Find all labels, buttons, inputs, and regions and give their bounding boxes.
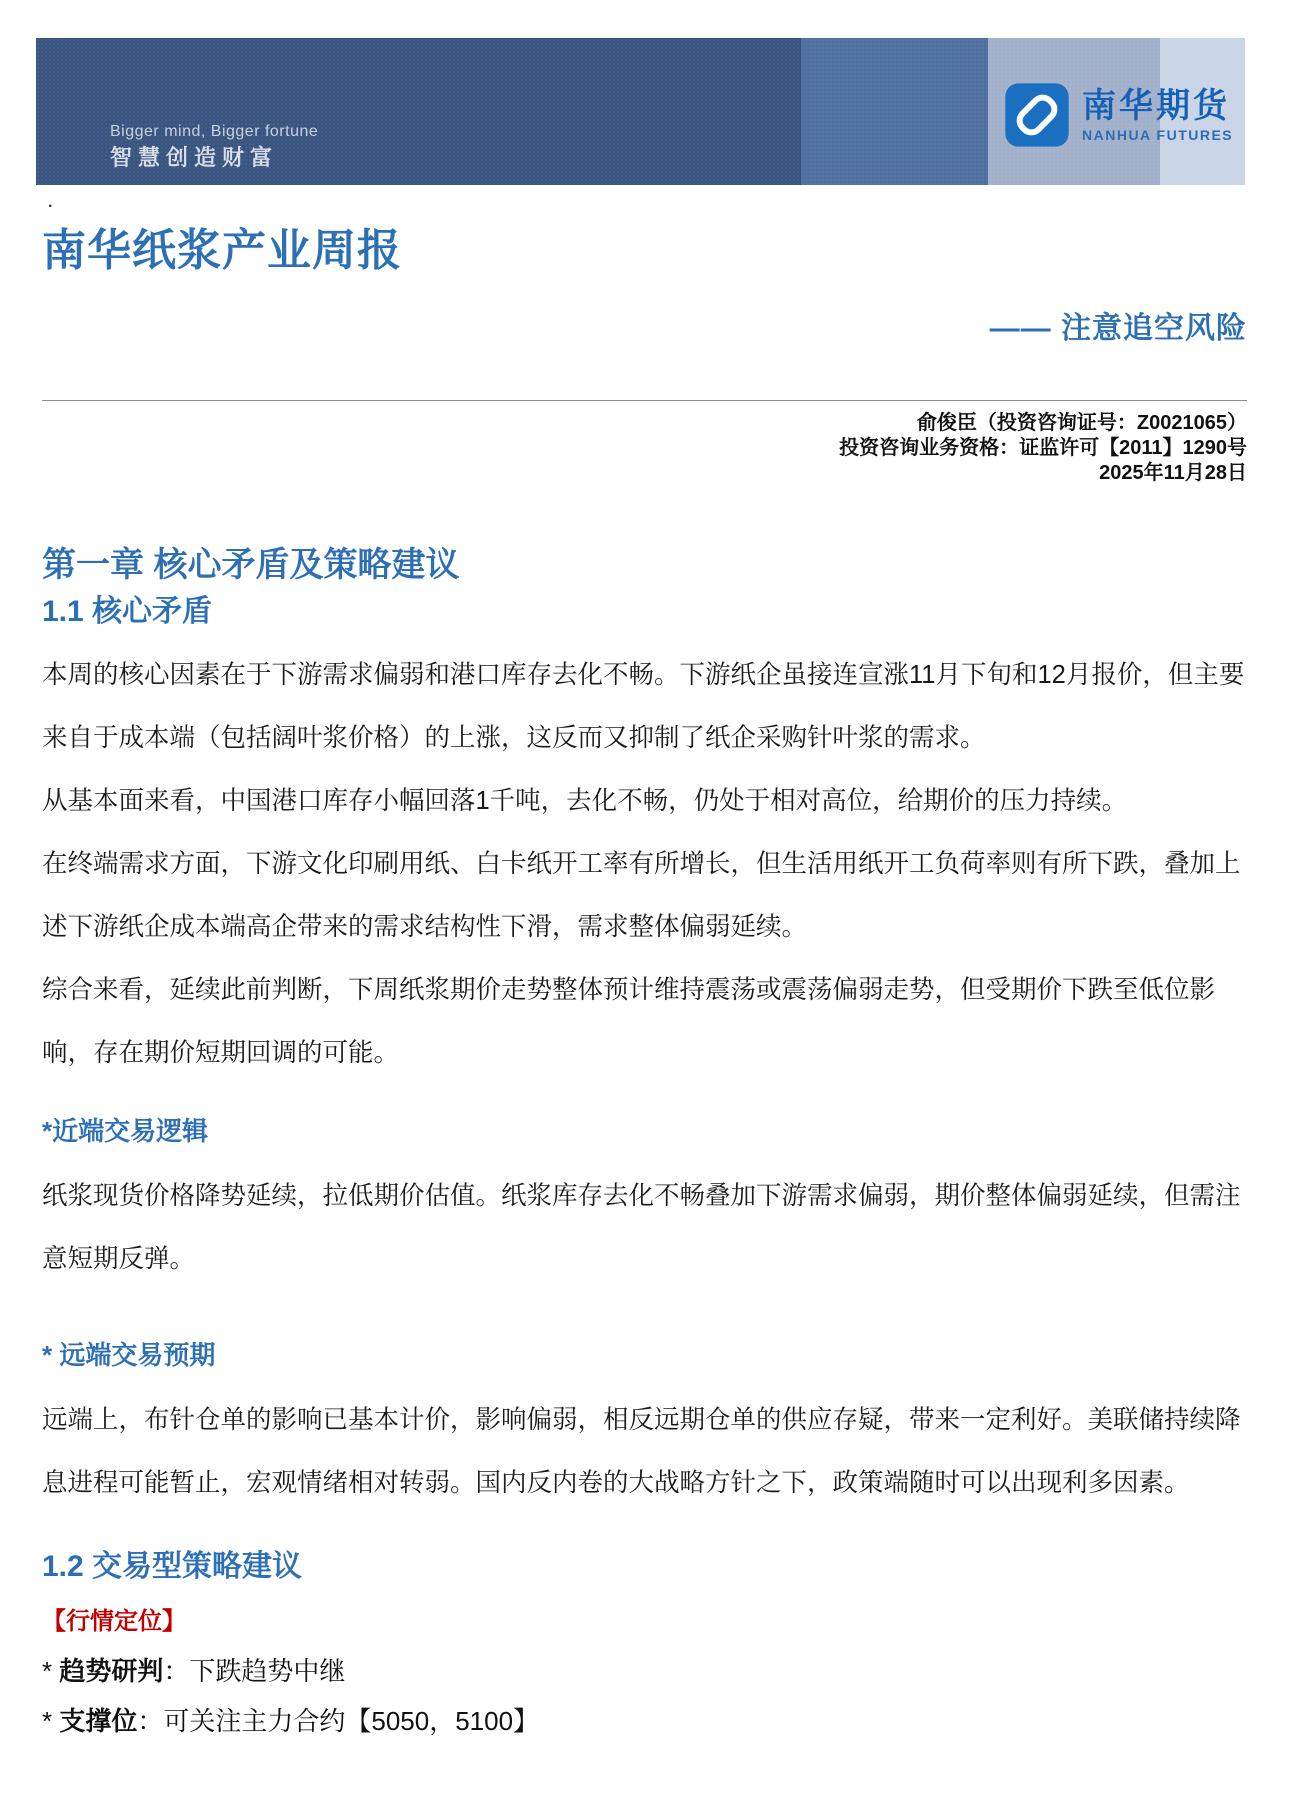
- stray-dot-mark: .: [48, 194, 53, 211]
- trend-judgement-term: 趋势研判: [59, 1656, 164, 1686]
- paragraph: 综合来看，延续此前判断，下周纸浆期价走势整体预计维持震荡或震荡偏弱走势，但受期价下跌至低位影响，存在期价短期回调的可能。: [42, 976, 1216, 1067]
- banner-band-medium: [801, 38, 988, 185]
- paragraph: 从基本面来看，中国港口库存小幅回落1千吨，去化不畅，仍处于相对高位，给期价的压力持续。: [42, 787, 1128, 815]
- support-level-term: 支撑位: [59, 1706, 138, 1736]
- section-1-1-body: [42, 644, 1247, 1085]
- separator: ：: [137, 1706, 164, 1736]
- slogan-chinese: 智慧创造财富: [110, 145, 279, 170]
- far-term-expectation-paragraph: 远端上，布针仓单的影响已基本计价，影响偏弱，相反远期仓单的供应存疑，带来一定利好。美联储持续降息进程可能暂止，宏观情绪相对转弱。国内反内卷的大战略方针之下，政策端随时可以出现利多因素。: [42, 1406, 1241, 1497]
- trend-judgement-value: 下跌趋势中继: [189, 1656, 346, 1686]
- near-term-logic-paragraph: 纸浆现货价格降势延续，拉低期价估值。纸浆库存去化不畅叠加下游需求偏弱，期价整体偏弱延续，但需注意短期反弹。: [42, 1182, 1241, 1273]
- header-divider: [42, 400, 1247, 401]
- page-subtitle: —— 注意追空风险: [989, 312, 1247, 345]
- qualification-line: 投资咨询业务资格：证监许可【2011】1290号: [839, 437, 1247, 459]
- report-date: 2025年11月28日: [1099, 462, 1247, 484]
- section-1-1-heading: 1.1 核心矛盾: [42, 595, 213, 628]
- brand-banner: [36, 38, 1245, 185]
- analyst-line: 俞俊臣（投资咨询证号：Z0021065）: [916, 412, 1247, 434]
- bullet-mark: *: [42, 1656, 60, 1686]
- separator: ：: [163, 1656, 190, 1686]
- page-title: 南华纸浆产业周报: [42, 226, 402, 275]
- slogan-english: Bigger mind, Bigger fortune: [110, 123, 319, 140]
- nanhua-logo: [1004, 82, 1233, 148]
- bullet-mark: *: [42, 1706, 60, 1736]
- market-positioning-label: 【行情定位】: [42, 1608, 186, 1635]
- report-content: [42, 195, 1247, 1737]
- trend-judgement-line: [42, 1655, 1247, 1687]
- nanhua-logo-icon: [1004, 82, 1070, 148]
- support-level-line: [42, 1705, 1247, 1737]
- banner-slogan: [110, 124, 318, 169]
- paragraph: 在终端需求方面，下游文化印刷用纸、白卡纸开工率有所增长，但生活用纸开工负荷率则有所下跌，叠加上述下游纸企成本端高企带来的需求结构性下滑，需求整体偏弱延续。: [42, 850, 1241, 941]
- support-level-value: 可关注主力合约【5050，5100】: [163, 1706, 540, 1736]
- section-1-2-heading: 1.2 交易型策略建议: [42, 1550, 303, 1583]
- paragraph: 本周的核心因素在于下游需求偏弱和港口库存去化不畅。下游纸企虽接连宣涨11月下旬和12月报价，但主要来自于成本端（包括阔叶浆价格）的上涨，这反而又抑制了纸企采购针叶浆的需求。: [42, 661, 1245, 752]
- near-term-logic-heading: *近端交易逻辑: [42, 1116, 209, 1146]
- logo-name-english: NANHUA FUTURES: [1082, 126, 1234, 143]
- chapter-1-heading: 第一章 核心矛盾及策略建议: [42, 546, 460, 584]
- far-term-expectation-heading: * 远端交易预期: [42, 1340, 216, 1370]
- logo-text: [1082, 86, 1234, 143]
- logo-name-chinese: 南华期货: [1082, 86, 1230, 125]
- report-meta: [42, 411, 1247, 486]
